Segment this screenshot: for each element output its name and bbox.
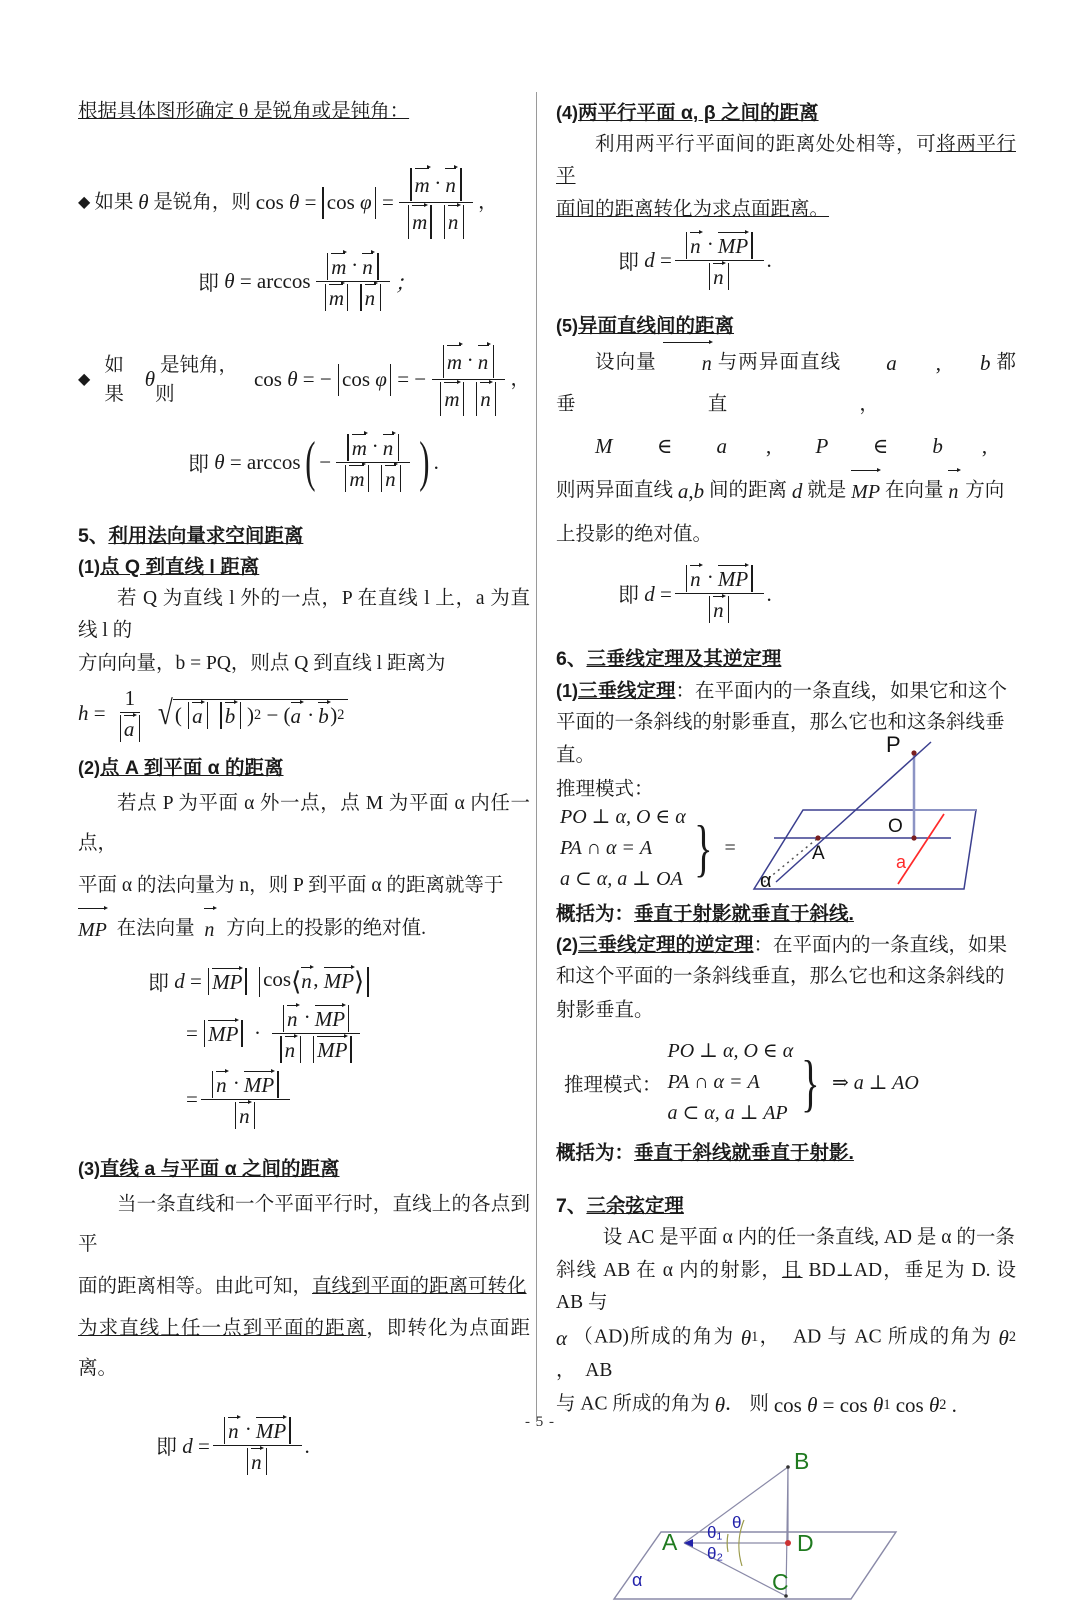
sub-6-1-mode-label: 推理模式： (556, 778, 654, 800)
item-4-body-2 (556, 194, 1016, 226)
item-3-body-2-underline: 直线到平面的距离可转化 (312, 1276, 527, 1298)
three-cosine-diagram (566, 1444, 986, 1624)
sub-6-2-body-1: 在平面内的一条直线，如果 (773, 934, 1008, 956)
label-alpha-2: α (632, 1570, 643, 1591)
item-5-body-3: 上投影的绝对值。 (556, 524, 713, 546)
diagram-1-container (556, 731, 1016, 898)
diamond-bullet-icon: ◆ (78, 194, 91, 212)
item-3-title: 直线 a 与平面 α 之间的距离 (100, 1157, 340, 1180)
acute-formula: cos θ = cos φ = m · n m n (256, 168, 478, 239)
obtuse-result-prefix: 即 θ = arccos (188, 450, 301, 476)
item-2-title: 点 A 到平面 α 的距离 (100, 756, 284, 779)
section-7-heading (556, 1192, 1016, 1220)
obtuse-result-formula: − m · n m n (319, 434, 415, 492)
section-7-body-3: α （AD)所成的角为 θ 1 ， AD 与 AC 所成的角为 θ 2 ， AB (556, 1325, 1016, 1381)
section-5-number: 5、 (78, 524, 109, 547)
section-7-body-2-u: 且 (781, 1260, 803, 1282)
oblique-line-AP (776, 742, 931, 882)
point-O-dot (911, 835, 916, 840)
label-theta: θ (732, 1513, 742, 1533)
left-paren: ( (304, 430, 316, 493)
sub-6-2-summary-prefix: 概括为： (556, 1142, 635, 1165)
sub-6-1-summary-prefix: 概括为： (556, 902, 635, 925)
sub-6-2-mode-label: 推理模式： (564, 1074, 662, 1096)
item-4-body-1-plain: 利用两平行平面间的距离处处相等，可 (595, 134, 937, 156)
three-perpendiculars-diagram (746, 722, 1021, 907)
bullet-obtuse-text: 如果 (104, 354, 129, 406)
item-5-formula: 即 d = n · MP n . (618, 565, 772, 623)
item-2-formula-3: = n · MP n (186, 1071, 530, 1129)
acute-result-row (198, 253, 530, 311)
item-2-formula-2: = MP · n · MP n MP (186, 1005, 530, 1063)
section-5-title: 利用法向量求空间距离 (108, 524, 304, 547)
brace-line-1: PO ⊥ α, O ∈ α (560, 805, 686, 828)
brace2-line-2: PA ∩ α = A (667, 1071, 760, 1094)
label-C: C (772, 1569, 789, 1596)
theta-symbol-2: θ (144, 367, 156, 392)
point-D-dot (785, 1540, 791, 1546)
acute-result-semicolon: ； (394, 270, 416, 295)
item-2-label: (2) (78, 757, 100, 778)
left-column (78, 96, 530, 1481)
acute-result-formula: m · n m n (311, 253, 395, 311)
theta-symbol: θ (138, 190, 149, 215)
diamond-bullet-icon-2: ◆ (78, 371, 91, 389)
bullet-acute-text2: 是锐角，则 (148, 192, 256, 214)
sub-6-2-summary-text: 垂直于斜线就垂直于射影. (634, 1142, 854, 1165)
item-2-body-3: MP 在法向量 n 方向上的投影的绝对值. (78, 908, 530, 951)
right-brace-icon: } (693, 812, 713, 884)
red-line-a (898, 814, 944, 884)
obtuse-result-period: . (434, 450, 440, 475)
label-D: D (797, 1530, 814, 1557)
label-P: P (886, 731, 901, 757)
sub-6-2-brace-lines (668, 1036, 794, 1129)
item-3-label: (3) (78, 1158, 100, 1179)
item-4-body-1-underline: 将两平行平 (556, 134, 1016, 187)
section-6-heading (556, 645, 1016, 673)
point-P-dot (911, 750, 916, 755)
sub-6-1-name: 三垂线定理 (578, 679, 676, 702)
acute-result-prefix: 即 θ = arccos (198, 269, 311, 295)
section-7-title: 三余弦定理 (586, 1194, 684, 1217)
brace2-line-1: PO ⊥ α, O ∈ α (667, 1040, 794, 1063)
item-4-body-2-underline: 面间的距离转化为求点面距离。 (556, 199, 830, 221)
plane-alpha-shape (754, 810, 976, 889)
item-5-label: (5) (556, 315, 578, 336)
item-1-heading (78, 553, 530, 582)
sub-6-2-body-2: 和这个平面的一条斜线垂直，那么它也和这条斜线的 (556, 966, 1005, 988)
item-5-body-2: 则两异面直线 a , b 间的距离 d 就是 MP 在向量 n 方向 (556, 470, 1016, 513)
label-theta1: θ₁ (707, 1523, 723, 1543)
point-B-dot (786, 1465, 790, 1469)
column-divider (536, 92, 537, 1422)
section-7-body-2-a: 斜线 AB 在 α 内的射影， (556, 1260, 782, 1282)
item-3-formula: 即 d = n · MP n . (156, 1417, 310, 1475)
right-paren: ) (419, 430, 430, 493)
item-1-body-1: 若 Q 为直线 l 外的一点，P 在直线 l 上，a 为直线 l 的 (78, 588, 530, 641)
item-3-heading (78, 1155, 530, 1184)
item-4-formula: 即 d = n · MP n . (618, 231, 772, 289)
sub-6-1-colon: ： (675, 680, 696, 702)
section-7-number: 7、 (556, 1194, 587, 1217)
sub-6-1-brace-lines (560, 802, 686, 895)
item-4-body-1 (556, 129, 1016, 192)
label-alpha: α (760, 869, 772, 892)
section-7-body-1: 设 AC 是平面 α 内的任一条直线, AD 是 α 的一条 (602, 1226, 1015, 1248)
section-6-number: 6、 (556, 648, 587, 671)
brace-line-2: PA ∩ α = A (560, 836, 653, 859)
sub-6-1-summary-text: 垂直于射影就垂直于斜线. (634, 902, 854, 925)
item-4-heading (556, 99, 1016, 128)
right-brace-icon-2: } (801, 1046, 820, 1118)
obtuse-formula: cos θ = − cos φ = − m · n m n (254, 345, 511, 416)
label-A: A (812, 842, 825, 864)
section-7-body-2 (556, 1255, 1016, 1318)
brace-line-3: a ⊂ α, a ⊥ OA (560, 867, 683, 890)
item-1-formula: h = $\frac{1}{a}$ √ ( a b ) 2 − ( a · b ) 2 (78, 686, 530, 742)
item-2-formula-1: 即 d = MP cos ⟨ n , MP ⟩ (148, 967, 530, 997)
sub-6-1-conclusion: = (724, 836, 736, 859)
sub-6-2-colon: ： (753, 934, 774, 956)
obtuse-result-row (188, 430, 530, 493)
sub-6-2-summary (556, 1139, 1016, 1167)
item-4-label: (4) (556, 103, 578, 123)
sub-6-1-body-3: 直。 (556, 745, 596, 767)
label-O: O (888, 815, 903, 837)
sub-6-2-body-3: 射影垂直。 (556, 999, 654, 1021)
item-2-body-1: 若点 P 为平面 α 外一点，点 M 为平面 α 内任一点， (78, 793, 530, 855)
sub-6-1-body-1: 在平面内的一条直线，如果它和这个 (695, 680, 1008, 702)
sub-6-2-label: (2) (556, 934, 578, 955)
point-A-dot (815, 835, 820, 840)
segment-AC (684, 1543, 786, 1596)
item-5-body-1: 设向量 n 与两异面直线 a , b 都垂直， M ∈ a , P ∈ b , (556, 342, 1016, 468)
right-column (556, 96, 1016, 1624)
bullet-acute-text: 如果 (94, 192, 139, 214)
item-2-body-2: 平面 α 的法向量为 n，则 P 到平面 α 的距离就等于 (78, 875, 504, 897)
item-1-title: 点 Q 到直线 l 距离 (100, 555, 260, 578)
section-7-body-4: 与 AC 所成的角为 θ． 则 cos θ = cos θ 1 cos θ 2 . (556, 1393, 957, 1418)
plane-alpha-shape-2 (614, 1532, 896, 1599)
intro-heading: 根据具体图形确定 θ 是锐角或是钝角： (78, 101, 410, 122)
item-3-body-2 (78, 1267, 530, 1307)
sub-6-2-heading (556, 931, 1016, 960)
section-7-body-2-b: BD⊥AD，垂足为 D. 设 AB 与 (556, 1260, 1016, 1313)
item-5-heading (556, 312, 1016, 341)
sub-6-2-brace-group (564, 1036, 1016, 1129)
brace2-line-3: a ⊂ α, a ⊥ AP (667, 1102, 788, 1125)
sub-6-2-name: 三垂线定理的逆定理 (578, 933, 754, 956)
item-3-body-2-plain: 面的距离相等。由此可知， (78, 1276, 313, 1298)
label-a: a (896, 851, 907, 872)
item-1-body-2: 方向向量，b = PQ，则点 Q 到直线 l 距离为 (78, 653, 446, 675)
label-theta2: θ₂ (707, 1544, 724, 1564)
bullet-acute-row (78, 168, 530, 239)
section-5-heading (78, 522, 530, 550)
item-5-title: 异面直线间的距离 (578, 314, 735, 337)
sub-6-1-brace-group (560, 802, 736, 895)
sub-6-1-heading (556, 677, 1016, 706)
item-2-heading (78, 754, 530, 783)
item-4-title: 两平行平面 α, β 之间的距离 (578, 102, 819, 124)
section-6-title: 三垂线定理及其逆定理 (586, 648, 782, 671)
sub-6-2-conclusion: ⇒ a ⊥ AO (831, 1072, 919, 1095)
page-number: - 5 - (525, 1414, 555, 1430)
obtuse-comma: ， (510, 369, 530, 391)
item-3-body-3-underline: 为求直线上任一点到平面的距离 (78, 1318, 367, 1340)
label-B: B (794, 1448, 810, 1475)
item-3-body-3-plain: ，即转化为点面距离。 (78, 1318, 530, 1380)
sub-6-1-label: (1) (556, 680, 578, 701)
bullet-obtuse-row (78, 345, 530, 416)
sub-6-1-body-2: 平面的一条斜线的射影垂直，那么它也和这条斜线垂 (556, 711, 1005, 733)
acute-comma: ， (478, 192, 498, 214)
item-1-label: (1) (78, 556, 100, 577)
label-A-2: A (662, 1529, 678, 1556)
bullet-obtuse-text2: 是钝角，则 (155, 354, 238, 406)
item-3-body-1: 当一条直线和一个平面平行时，直线上的各点到平 (78, 1194, 530, 1256)
item-3-body-3 (78, 1309, 530, 1389)
